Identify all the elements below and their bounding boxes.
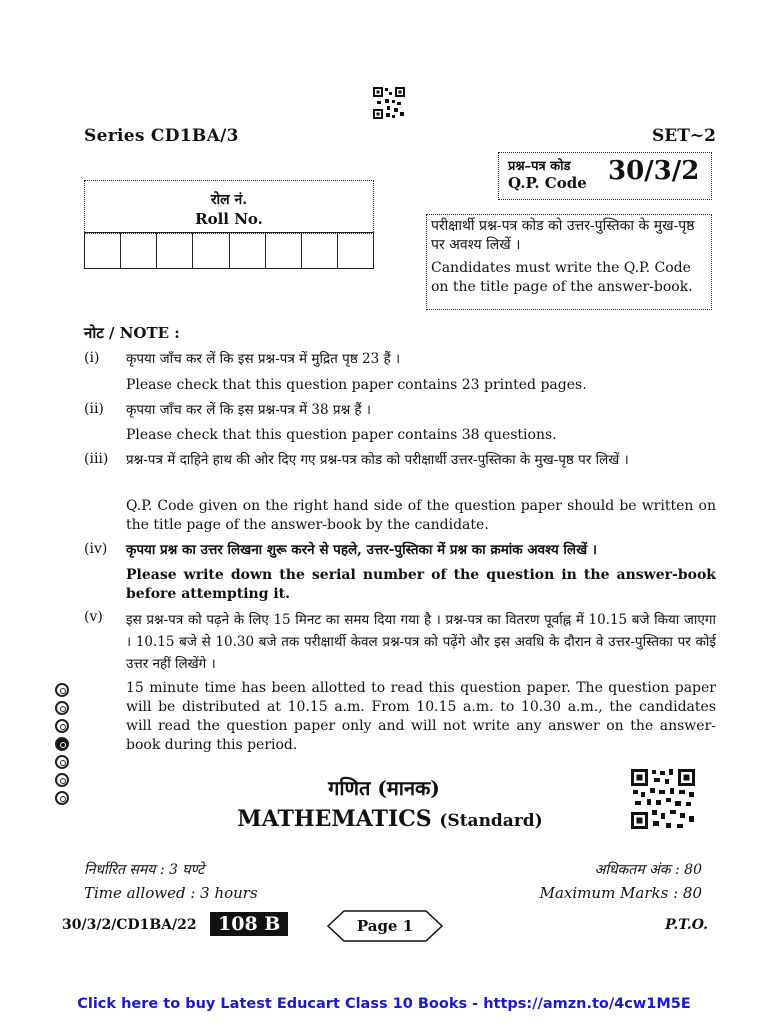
note-number: (iii) <box>84 451 109 467</box>
ring-icon <box>55 683 69 697</box>
subject-variant: (Standard) <box>439 811 543 831</box>
candidate-note-hindi: परीक्षार्थी प्रश्न-पत्र कोड को उत्तर-पुस्तिका के मुख-पृष्ठ पर अवश्य लिखें । <box>431 218 695 253</box>
maximum-marks: Maximum Marks : 80 <box>539 884 702 902</box>
roll-cell[interactable] <box>157 233 193 268</box>
note-hindi: इस प्रश्न-पत्र को पढ़ने के लिए 15 मिनट का समय दिया गया है । प्रश्न-पत्र का वितरण पूर्वाह्न में 10.15 बजे किया जाएगा । 10.15 बजे से 10.30 बजे तक परीक्षार्थी केवल प्रश्न-पत्र को पढ़ेंगे और इस अवधि के दौरान वे उत्तर-पुस्तिका पर कोई उत्तर नहीं लिखेंगे । <box>126 612 716 672</box>
maximum-marks-hindi: अधिकतम अंक : 80 <box>594 862 702 878</box>
note-english: Please check that this question paper contains 38 questions. <box>126 427 557 443</box>
roll-cell[interactable] <box>85 233 121 268</box>
note-number: (ii) <box>84 401 104 417</box>
qr-code-icon-top <box>372 86 406 120</box>
series-label: Series CD1BA/3 <box>84 126 239 146</box>
note-number: (i) <box>84 350 100 366</box>
roll-number-hindi: रोल नं. <box>210 192 248 208</box>
note-english: Please write down the serial number of the question in the answer-book before attempting it. <box>126 567 716 602</box>
paper-badge: 108 B <box>210 912 288 936</box>
roll-cell[interactable] <box>230 233 266 268</box>
set-label: SET~2 <box>652 126 716 146</box>
note-heading: नोट / NOTE : <box>84 324 180 342</box>
roll-cell[interactable] <box>338 233 373 268</box>
roll-cell[interactable] <box>266 233 302 268</box>
note-english: Q.P. Code given on the right hand side of the question paper should be written on the title page of the answer-book by the candidate. <box>126 498 716 533</box>
page-number: Page 1 <box>356 917 414 935</box>
roll-cell[interactable] <box>302 233 338 268</box>
ring-filled-icon <box>55 737 69 751</box>
qr-code-icon <box>630 768 696 830</box>
ring-icon <box>55 701 69 715</box>
ring-icon <box>55 755 69 769</box>
qp-code-label: Q.P. Code <box>508 174 587 192</box>
roll-cell[interactable] <box>193 233 229 268</box>
qp-code-value: 30/3/2 <box>608 156 700 186</box>
note-english: Please check that this question paper contains 23 printed pages. <box>126 377 587 393</box>
candidate-note-box <box>426 214 712 310</box>
promo-link[interactable]: Click here to buy Latest Educart Class 10 Books - https://amzn.to/4cw1M5E <box>77 996 691 1012</box>
note-hindi: प्रश्न-पत्र में दाहिने हाथ की ओर दिए गए प्रश्न-पत्र कोड को परीक्षार्थी उत्तर-पुस्तिका के मुख-पृष्ठ पर लिखें । <box>126 452 629 468</box>
time-allowed-hindi: निर्धारित समय : 3 घण्टे <box>84 862 205 878</box>
note-hindi: कृपया जाँच कर लें कि इस प्रश्न-पत्र में 38 प्रश्न हैं । <box>126 402 371 418</box>
note-hindi: कृपया प्रश्न का उत्तर लिखना शुरू करने से पहले, उत्तर-पुस्तिका में प्रश्न का क्रमांक अवश्य लिखें । <box>126 542 597 558</box>
subject-hindi: गणित (मानक) <box>328 776 440 800</box>
note-number: (v) <box>84 609 103 625</box>
note-hindi: कृपया जाँच कर लें कि इस प्रश्न-पत्र में मुद्रित पृष्ठ 23 हैं । <box>126 351 401 367</box>
roll-cell[interactable] <box>121 233 157 268</box>
subject-english: MATHEMATICS <box>237 806 432 832</box>
pto-label: P.T.O. <box>665 917 708 933</box>
qp-code-hindi: प्रश्न–पत्र कोड <box>508 159 571 174</box>
note-english: 15 minute time has been allotted to read this question paper. The question paper will be distributed at 10.15 a.m. From 10.15 a.m. to 10.30 a.m., the candidates will read the question paper only and will not write any answer on the answer-book during this period. <box>126 680 716 753</box>
note-number: (iv) <box>84 541 108 557</box>
ring-icon <box>55 719 69 733</box>
candidate-note-english: Candidates must write the Q.P. Code on the title page of the answer-book. <box>431 260 693 295</box>
roll-number-label: Roll No. <box>195 210 263 228</box>
time-allowed: Time allowed : 3 hours <box>84 884 258 902</box>
paper-code: 30/3/2/CD1BA/22 <box>62 917 197 933</box>
roll-number-cells[interactable] <box>84 232 374 269</box>
